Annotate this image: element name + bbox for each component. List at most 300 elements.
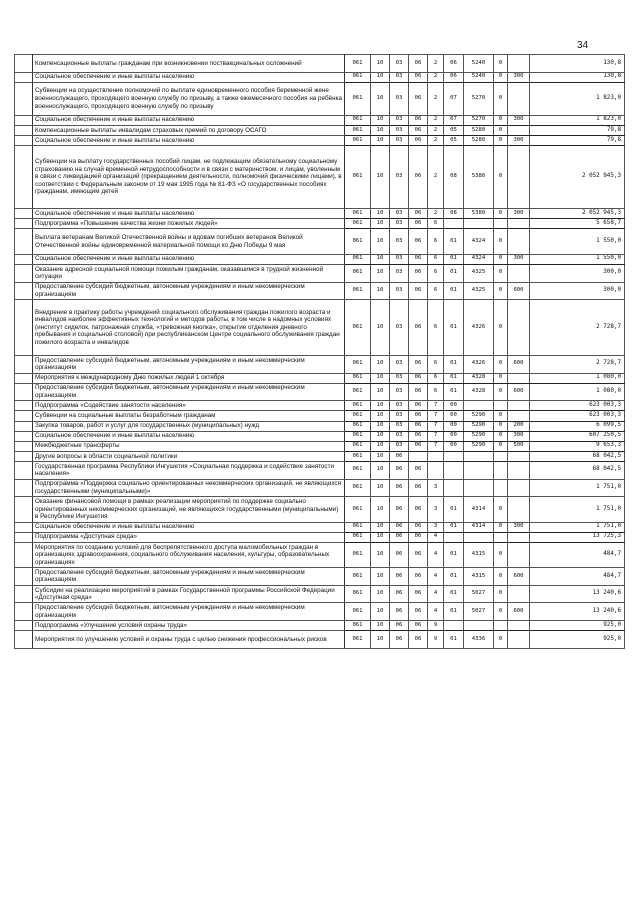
program-code-cell: 06 bbox=[409, 72, 428, 82]
subsection-code-cell: 06 bbox=[390, 451, 409, 461]
direction-code-cell: 5290 bbox=[464, 421, 494, 431]
sub-direction-code-cell bbox=[494, 451, 508, 461]
subsection-code-cell: 03 bbox=[390, 229, 409, 254]
subsection-code-cell: 03 bbox=[390, 264, 409, 282]
activity-code-cell: 01 bbox=[444, 522, 464, 532]
row-marker-cell bbox=[15, 135, 33, 145]
row-marker-cell bbox=[15, 451, 33, 461]
subsection-code-cell: 03 bbox=[390, 209, 409, 219]
sub-direction-code-cell: 0 bbox=[494, 135, 508, 145]
section-code-cell: 10 bbox=[371, 532, 390, 542]
row-marker-cell bbox=[15, 125, 33, 135]
subprogram-code-cell: 2 bbox=[428, 209, 444, 219]
amount-cell: 1 823,0 bbox=[530, 82, 625, 115]
subprogram-code-cell: 9 bbox=[428, 631, 444, 649]
amount-cell: 6 099,5 bbox=[530, 421, 625, 431]
row-marker-cell bbox=[15, 383, 33, 401]
item-name-cell: Социальное обеспечение и иные выплаты населению bbox=[33, 254, 345, 264]
program-code-cell: 06 bbox=[409, 411, 428, 421]
row-marker-cell bbox=[15, 145, 33, 208]
amount-cell: 1 550,0 bbox=[530, 229, 625, 254]
subprogram-code-cell: 7 bbox=[428, 441, 444, 451]
sub-direction-code-cell: 0 bbox=[494, 373, 508, 383]
amount-cell: 5 658,7 bbox=[530, 219, 625, 229]
program-code-cell: 06 bbox=[409, 585, 428, 603]
sub-direction-code-cell: 0 bbox=[494, 115, 508, 125]
subprogram-code-cell: 6 bbox=[428, 383, 444, 401]
table-row bbox=[15, 401, 625, 411]
item-name-cell: Другие вопросы в области социальной политики bbox=[33, 451, 345, 461]
program-code-cell: 06 bbox=[409, 401, 428, 411]
row-marker-cell bbox=[15, 401, 33, 411]
program-code-cell: 06 bbox=[409, 383, 428, 401]
activity-code-cell bbox=[444, 621, 464, 631]
item-name-cell: Предоставление субсидий бюджетным, автономным учреждениям и иным некоммерческим организациям bbox=[33, 568, 345, 586]
amount-cell: 300,0 bbox=[530, 264, 625, 282]
subsection-code-cell: 03 bbox=[390, 355, 409, 373]
activity-code-cell bbox=[444, 461, 464, 479]
sub-direction-code-cell: 0 bbox=[494, 55, 508, 73]
direction-code-cell: 5270 bbox=[464, 115, 494, 125]
ministry-code-cell: 061 bbox=[345, 254, 371, 264]
table-row bbox=[15, 300, 625, 356]
activity-code-cell: 01 bbox=[444, 383, 464, 401]
item-name-cell: Компенсационные выплаты инвалидам страховых премий по договору ОСАГО bbox=[33, 125, 345, 135]
amount-cell: 1 550,0 bbox=[530, 254, 625, 264]
ministry-code-cell: 061 bbox=[345, 621, 371, 631]
table-row bbox=[15, 145, 625, 208]
subsection-code-cell: 03 bbox=[390, 72, 409, 82]
item-name-cell: Оказание адресной социальной помощи пожилым гражданам, оказавшимся в трудной жизненной ситуации bbox=[33, 264, 345, 282]
subprogram-code-cell: 6 bbox=[428, 355, 444, 373]
sub-direction-code-cell: 0 bbox=[494, 383, 508, 401]
direction-code-cell bbox=[464, 461, 494, 479]
direction-code-cell: 4328 bbox=[464, 383, 494, 401]
expense-type-code-cell: 300 bbox=[508, 115, 530, 125]
direction-code-cell: 4324 bbox=[464, 254, 494, 264]
ministry-code-cell: 061 bbox=[345, 72, 371, 82]
row-marker-cell bbox=[15, 431, 33, 441]
sub-direction-code-cell bbox=[494, 219, 508, 229]
item-name-cell: Внедрение в практику работы учреждений социального обслуживания граждан пожилого возраста и инвалидов наиболее эффективных технологий и методов работы, в том числе в надомных условиях (институт сиделок, патронажная служба, «тревожная кнопка», открытие отделения дневного пребывания и социальной столовой) при республиканском Центре социального обслуживания граждан пожилого возраста и инвалидов bbox=[33, 300, 345, 356]
table-row bbox=[15, 431, 625, 441]
program-code-cell bbox=[409, 451, 428, 461]
item-name-cell: Субвенции на социальные выплаты безработным гражданам bbox=[33, 411, 345, 421]
section-code-cell: 10 bbox=[371, 282, 390, 300]
item-name-cell: Социальное обеспечение и иные выплаты населению bbox=[33, 72, 345, 82]
item-name-cell: Субсидии на реализацию мероприятий в рамках Государственной программы Российской Федерации «Доступная среда» bbox=[33, 585, 345, 603]
program-code-cell: 06 bbox=[409, 115, 428, 125]
expense-type-code-cell: 600 bbox=[508, 355, 530, 373]
table-row bbox=[15, 355, 625, 373]
ministry-code-cell: 061 bbox=[345, 603, 371, 621]
sub-direction-code-cell: 0 bbox=[494, 125, 508, 135]
table-row bbox=[15, 373, 625, 383]
row-marker-cell bbox=[15, 621, 33, 631]
expense-type-code-cell bbox=[508, 479, 530, 497]
row-marker-cell bbox=[15, 55, 33, 73]
row-marker-cell bbox=[15, 72, 33, 82]
amount-cell: 1 823,0 bbox=[530, 115, 625, 125]
program-code-cell: 06 bbox=[409, 461, 428, 479]
row-marker-cell bbox=[15, 522, 33, 532]
subprogram-code-cell: 4 bbox=[428, 585, 444, 603]
program-code-cell: 06 bbox=[409, 355, 428, 373]
section-code-cell: 10 bbox=[371, 461, 390, 479]
sub-direction-code-cell: 0 bbox=[494, 82, 508, 115]
sub-direction-code-cell: 0 bbox=[494, 264, 508, 282]
direction-code-cell: 5240 bbox=[464, 72, 494, 82]
ministry-code-cell: 061 bbox=[345, 355, 371, 373]
direction-code-cell bbox=[464, 479, 494, 497]
subprogram-code-cell: 6 bbox=[428, 300, 444, 356]
activity-code-cell: 00 bbox=[444, 421, 464, 431]
program-code-cell: 06 bbox=[409, 431, 428, 441]
direction-code-cell: 5290 bbox=[464, 441, 494, 451]
row-marker-cell bbox=[15, 355, 33, 373]
section-code-cell: 10 bbox=[371, 72, 390, 82]
amount-cell: 130,8 bbox=[530, 72, 625, 82]
section-code-cell: 10 bbox=[371, 585, 390, 603]
item-name-cell: Мероприятия по улучшению условий и охраны труда с целью снижения профессиональных рисков bbox=[33, 631, 345, 649]
ministry-code-cell: 061 bbox=[345, 585, 371, 603]
direction-code-cell: 4314 bbox=[464, 522, 494, 532]
program-code-cell: 06 bbox=[409, 82, 428, 115]
table-row bbox=[15, 532, 625, 542]
item-name-cell: Подпрограмма «Улучшение условий охраны труда» bbox=[33, 621, 345, 631]
expense-type-code-cell bbox=[508, 542, 530, 567]
section-code-cell: 10 bbox=[371, 209, 390, 219]
row-marker-cell bbox=[15, 115, 33, 125]
section-code-cell: 10 bbox=[371, 401, 390, 411]
section-code-cell: 10 bbox=[371, 373, 390, 383]
section-code-cell: 10 bbox=[371, 125, 390, 135]
subprogram-code-cell: 6 bbox=[428, 254, 444, 264]
row-marker-cell bbox=[15, 229, 33, 254]
subsection-code-cell: 06 bbox=[390, 461, 409, 479]
table-row bbox=[15, 621, 625, 631]
amount-cell: 79,8 bbox=[530, 135, 625, 145]
ministry-code-cell: 061 bbox=[345, 461, 371, 479]
subsection-code-cell: 03 bbox=[390, 82, 409, 115]
subsection-code-cell: 03 bbox=[390, 411, 409, 421]
sub-direction-code-cell: 0 bbox=[494, 542, 508, 567]
program-code-cell: 06 bbox=[409, 522, 428, 532]
sub-direction-code-cell: 0 bbox=[494, 282, 508, 300]
ministry-code-cell: 061 bbox=[345, 568, 371, 586]
subprogram-code-cell: 2 bbox=[428, 82, 444, 115]
ministry-code-cell: 061 bbox=[345, 542, 371, 567]
activity-code-cell: 00 bbox=[444, 441, 464, 451]
program-code-cell: 06 bbox=[409, 631, 428, 649]
activity-code-cell: 08 bbox=[444, 209, 464, 219]
activity-code-cell: 01 bbox=[444, 282, 464, 300]
activity-code-cell: 06 bbox=[444, 55, 464, 73]
amount-cell: 13 240,6 bbox=[530, 603, 625, 621]
activity-code-cell: 01 bbox=[444, 373, 464, 383]
item-name-cell: Подпрограмма «Содействие занятости населения» bbox=[33, 401, 345, 411]
table-row bbox=[15, 585, 625, 603]
subsection-code-cell: 03 bbox=[390, 373, 409, 383]
subprogram-code-cell: 6 bbox=[428, 219, 444, 229]
subprogram-code-cell: 3 bbox=[428, 479, 444, 497]
sub-direction-code-cell: 0 bbox=[494, 497, 508, 522]
subprogram-code-cell: 4 bbox=[428, 568, 444, 586]
direction-code-cell bbox=[464, 621, 494, 631]
subprogram-code-cell: 4 bbox=[428, 542, 444, 567]
table-row bbox=[15, 497, 625, 522]
subprogram-code-cell: 9 bbox=[428, 621, 444, 631]
ministry-code-cell: 061 bbox=[345, 441, 371, 451]
direction-code-cell: 4325 bbox=[464, 264, 494, 282]
program-code-cell: 06 bbox=[409, 145, 428, 208]
row-marker-cell bbox=[15, 568, 33, 586]
program-code-cell: 06 bbox=[409, 421, 428, 431]
activity-code-cell bbox=[444, 451, 464, 461]
amount-cell: 2 052 945,3 bbox=[530, 145, 625, 208]
sub-direction-code-cell: 0 bbox=[494, 300, 508, 356]
subprogram-code-cell: 3 bbox=[428, 497, 444, 522]
table-row bbox=[15, 55, 625, 73]
subsection-code-cell: 06 bbox=[390, 542, 409, 567]
activity-code-cell: 01 bbox=[444, 631, 464, 649]
direction-code-cell: 5380 bbox=[464, 209, 494, 219]
section-code-cell: 10 bbox=[371, 145, 390, 208]
section-code-cell: 10 bbox=[371, 115, 390, 125]
ministry-code-cell: 061 bbox=[345, 431, 371, 441]
activity-code-cell: 00 bbox=[444, 411, 464, 421]
sub-direction-code-cell: 0 bbox=[494, 209, 508, 219]
ministry-code-cell: 061 bbox=[345, 631, 371, 649]
expense-type-code-cell: 300 bbox=[508, 522, 530, 532]
ministry-code-cell: 061 bbox=[345, 135, 371, 145]
ministry-code-cell: 061 bbox=[345, 522, 371, 532]
activity-code-cell: 01 bbox=[444, 355, 464, 373]
amount-cell: 925,0 bbox=[530, 621, 625, 631]
amount-cell: 484,7 bbox=[530, 568, 625, 586]
ministry-code-cell: 061 bbox=[345, 125, 371, 135]
section-code-cell: 10 bbox=[371, 254, 390, 264]
item-name-cell: Предоставление субсидий бюджетным, автономным учреждениям и иным некоммерческим организациям bbox=[33, 355, 345, 373]
program-code-cell: 06 bbox=[409, 441, 428, 451]
program-code-cell: 06 bbox=[409, 532, 428, 542]
direction-code-cell: 5280 bbox=[464, 135, 494, 145]
expense-type-code-cell bbox=[508, 451, 530, 461]
section-code-cell: 10 bbox=[371, 479, 390, 497]
table-row bbox=[15, 82, 625, 115]
ministry-code-cell: 061 bbox=[345, 451, 371, 461]
direction-code-cell: 4315 bbox=[464, 542, 494, 567]
item-name-cell: Предоставление субсидий бюджетным, автономным учреждениям и иным некоммерческим организациям bbox=[33, 383, 345, 401]
amount-cell: 925,0 bbox=[530, 631, 625, 649]
section-code-cell: 10 bbox=[371, 568, 390, 586]
subsection-code-cell: 03 bbox=[390, 55, 409, 73]
table-row bbox=[15, 631, 625, 649]
amount-cell: 1 751,0 bbox=[530, 522, 625, 532]
item-name-cell: Социальное обеспечение и иные выплаты населению bbox=[33, 115, 345, 125]
ministry-code-cell: 061 bbox=[345, 282, 371, 300]
row-marker-cell bbox=[15, 542, 33, 567]
subsection-code-cell: 03 bbox=[390, 300, 409, 356]
section-code-cell: 10 bbox=[371, 411, 390, 421]
program-code-cell: 06 bbox=[409, 621, 428, 631]
item-name-cell: Субвенции на выплату государственных пособий лицам, не подлежащим обязательному социальному страхованию на случай временной нетрудоспособности и в связи с материнством, и лицам, уволенным в связи с ликвидацией организаций (прекращением деятельности, полномочий физическими лицами), в соответствии с Федеральным законом от 19 мая 1995 года № 81-ФЗ «О государственных пособиях гражданам, имеющим детей bbox=[33, 145, 345, 208]
amount-cell: 2 728,7 bbox=[530, 300, 625, 356]
amount-cell: 130,8 bbox=[530, 55, 625, 73]
activity-code-cell: 01 bbox=[444, 264, 464, 282]
expense-type-code-cell: 600 bbox=[508, 603, 530, 621]
amount-cell: 9 653,3 bbox=[530, 441, 625, 451]
table-row bbox=[15, 209, 625, 219]
subsection-code-cell: 06 bbox=[390, 497, 409, 522]
row-marker-cell bbox=[15, 461, 33, 479]
activity-code-cell bbox=[444, 219, 464, 229]
direction-code-cell: 4324 bbox=[464, 229, 494, 254]
ministry-code-cell: 061 bbox=[345, 401, 371, 411]
section-code-cell: 10 bbox=[371, 355, 390, 373]
section-code-cell: 10 bbox=[371, 621, 390, 631]
table-row bbox=[15, 254, 625, 264]
sub-direction-code-cell: 0 bbox=[494, 355, 508, 373]
amount-cell: 1 751,0 bbox=[530, 497, 625, 522]
activity-code-cell: 01 bbox=[444, 568, 464, 586]
ministry-code-cell: 061 bbox=[345, 497, 371, 522]
item-name-cell: Мероприятия к международному Дню пожилых людей 1 октября bbox=[33, 373, 345, 383]
amount-cell: 1 080,0 bbox=[530, 383, 625, 401]
amount-cell: 79,8 bbox=[530, 125, 625, 135]
sub-direction-code-cell: 0 bbox=[494, 631, 508, 649]
direction-code-cell: 5380 bbox=[464, 145, 494, 208]
amount-cell: 484,7 bbox=[530, 542, 625, 567]
item-name-cell: Государственная программа Республики Ингушетия «Социальная поддержка и содействие занятости населения» bbox=[33, 461, 345, 479]
subprogram-code-cell: 3 bbox=[428, 522, 444, 532]
direction-code-cell: 5027 bbox=[464, 585, 494, 603]
direction-code-cell: 4328 bbox=[464, 373, 494, 383]
subsection-code-cell: 03 bbox=[390, 383, 409, 401]
direction-code-cell bbox=[464, 219, 494, 229]
sub-direction-code-cell: 0 bbox=[494, 585, 508, 603]
ministry-code-cell: 061 bbox=[345, 55, 371, 73]
expense-type-code-cell bbox=[508, 82, 530, 115]
item-name-cell: Социальное обеспечение и иные выплаты населению bbox=[33, 431, 345, 441]
row-marker-cell bbox=[15, 373, 33, 383]
subsection-code-cell: 06 bbox=[390, 568, 409, 586]
sub-direction-code-cell bbox=[494, 479, 508, 497]
row-marker-cell bbox=[15, 254, 33, 264]
table-row bbox=[15, 115, 625, 125]
expense-type-code-cell: 200 bbox=[508, 421, 530, 431]
expense-type-code-cell bbox=[508, 229, 530, 254]
sub-direction-code-cell: 0 bbox=[494, 254, 508, 264]
table-row bbox=[15, 135, 625, 145]
table-row bbox=[15, 229, 625, 254]
table-row bbox=[15, 282, 625, 300]
expense-type-code-cell: 600 bbox=[508, 383, 530, 401]
item-name-cell: Социальное обеспечение и иные выплаты населению bbox=[33, 135, 345, 145]
activity-code-cell bbox=[444, 479, 464, 497]
sub-direction-code-cell: 0 bbox=[494, 145, 508, 208]
activity-code-cell: 01 bbox=[444, 585, 464, 603]
subsection-code-cell: 03 bbox=[390, 441, 409, 451]
program-code-cell: 06 bbox=[409, 135, 428, 145]
expense-type-code-cell bbox=[508, 373, 530, 383]
expense-type-code-cell bbox=[508, 621, 530, 631]
direction-code-cell: 4326 bbox=[464, 300, 494, 356]
activity-code-cell: 06 bbox=[444, 72, 464, 82]
program-code-cell: 06 bbox=[409, 542, 428, 567]
expense-type-code-cell bbox=[508, 125, 530, 135]
expense-type-code-cell: 300 bbox=[508, 209, 530, 219]
ministry-code-cell: 061 bbox=[345, 421, 371, 431]
subprogram-code-cell bbox=[428, 451, 444, 461]
section-code-cell: 10 bbox=[371, 219, 390, 229]
activity-code-cell: 05 bbox=[444, 125, 464, 135]
expense-type-code-cell bbox=[508, 300, 530, 356]
expense-type-code-cell: 600 bbox=[508, 282, 530, 300]
activity-code-cell: 01 bbox=[444, 603, 464, 621]
row-marker-cell bbox=[15, 497, 33, 522]
row-marker-cell bbox=[15, 209, 33, 219]
row-marker-cell bbox=[15, 264, 33, 282]
row-marker-cell bbox=[15, 603, 33, 621]
sub-direction-code-cell bbox=[494, 532, 508, 542]
section-code-cell: 10 bbox=[371, 441, 390, 451]
table-row bbox=[15, 479, 625, 497]
item-name-cell: Закупка товаров, работ и услуг для государственных (муниципальных) нужд bbox=[33, 421, 345, 431]
direction-code-cell bbox=[464, 451, 494, 461]
expense-type-code-cell: 600 bbox=[508, 568, 530, 586]
section-code-cell: 10 bbox=[371, 421, 390, 431]
subsection-code-cell: 03 bbox=[390, 135, 409, 145]
ministry-code-cell: 061 bbox=[345, 229, 371, 254]
subsection-code-cell: 03 bbox=[390, 282, 409, 300]
program-code-cell: 06 bbox=[409, 603, 428, 621]
subprogram-code-cell: 6 bbox=[428, 264, 444, 282]
activity-code-cell: 01 bbox=[444, 229, 464, 254]
expense-type-code-cell bbox=[508, 145, 530, 208]
activity-code-cell: 01 bbox=[444, 254, 464, 264]
ministry-code-cell: 061 bbox=[345, 411, 371, 421]
subprogram-code-cell: 7 bbox=[428, 421, 444, 431]
program-code-cell: 06 bbox=[409, 264, 428, 282]
item-name-cell: Межбюджетные трансферты bbox=[33, 441, 345, 451]
expense-type-code-cell: 300 bbox=[508, 254, 530, 264]
expense-type-code-cell: 300 bbox=[508, 431, 530, 441]
section-code-cell: 10 bbox=[371, 229, 390, 254]
activity-code-cell bbox=[444, 532, 464, 542]
subsection-code-cell: 03 bbox=[390, 219, 409, 229]
subprogram-code-cell: 7 bbox=[428, 411, 444, 421]
section-code-cell: 10 bbox=[371, 542, 390, 567]
item-name-cell: Выплата ветеранам Великой Отечественной войны и вдовам погибших ветеранов Великой Отечественной войны единовременной материальной помощи ко Дню Победы 9 мая bbox=[33, 229, 345, 254]
subsection-code-cell: 03 bbox=[390, 125, 409, 135]
direction-code-cell: 5027 bbox=[464, 603, 494, 621]
subprogram-code-cell: 2 bbox=[428, 125, 444, 135]
expense-type-code-cell bbox=[508, 497, 530, 522]
row-marker-cell bbox=[15, 411, 33, 421]
direction-code-cell: 4314 bbox=[464, 497, 494, 522]
sub-direction-code-cell bbox=[494, 401, 508, 411]
table-row bbox=[15, 264, 625, 282]
expense-type-code-cell bbox=[508, 461, 530, 479]
subsection-code-cell: 06 bbox=[390, 631, 409, 649]
subsection-code-cell: 06 bbox=[390, 621, 409, 631]
subsection-code-cell: 03 bbox=[390, 145, 409, 208]
item-name-cell: Подпрограмма «Поддержка социально ориентированных некоммерческих организаций, не являющихся государственными (муниципальными)» bbox=[33, 479, 345, 497]
sub-direction-code-cell: 0 bbox=[494, 229, 508, 254]
sub-direction-code-cell bbox=[494, 621, 508, 631]
ministry-code-cell: 061 bbox=[345, 115, 371, 125]
